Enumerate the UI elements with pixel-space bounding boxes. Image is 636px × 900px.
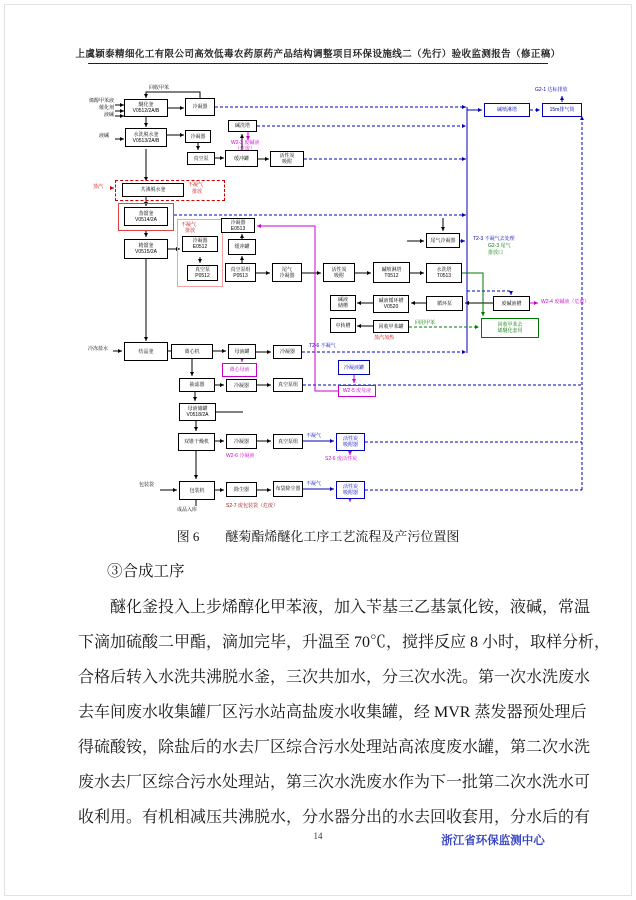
body-line: 醚化釜投入上步烯醇化甲苯液，加入苄基三乙基氯化铵，液碱，常温 xyxy=(110,599,591,616)
node-dust-remover: 除尘器 xyxy=(226,482,257,497)
section-heading: ③合成工序 xyxy=(107,563,185,580)
blue-note-ncg-treatment: T2-3 不凝气去处理 xyxy=(473,236,515,242)
body-paragraph xyxy=(78,590,611,835)
node-azeotrope-kettle: 共沸脱水釜 xyxy=(122,183,184,197)
figure-caption xyxy=(0,526,636,545)
body-line: 合格后转入水洗共沸脱水釜，三次共加水，分三次水洗。第一次水洗废水 xyxy=(78,669,591,686)
input-label-packing-bag: 包装袋 xyxy=(139,482,155,488)
node-water-wash-tower: 水洗塔 T0513 xyxy=(426,263,462,283)
page-number: 14 xyxy=(313,831,323,841)
node-buffer-tank-2: 缓冲罐 xyxy=(228,239,256,255)
node-condenser-4: 冷凝器 xyxy=(226,379,257,392)
node-carbon-adsorber-3: 活性炭 吸附器 xyxy=(336,433,365,451)
node-recovered-toluene-tank: 回收甲苯罐 xyxy=(373,320,409,333)
green-note-toluene-reuse: 回用甲苯 xyxy=(415,320,436,326)
header-rule xyxy=(88,63,548,64)
label-steam: 蒸汽 xyxy=(93,184,104,190)
node-tailgas-cooler: 尾气冷凝器 xyxy=(426,233,460,248)
node-alkali-storage: 碱液 储槽 xyxy=(330,295,356,311)
red-note-vent-2a: 不凝气 xyxy=(181,222,197,228)
magenta-note-spent-alkali-b: （危废） xyxy=(235,146,256,152)
node-vacuum-pump-set-2: 真空泵组 xyxy=(273,378,303,392)
node-carbon-adsorber-2: 活性炭 吸附 xyxy=(323,263,355,282)
label-recovered-toluene-return: 回收甲苯 xyxy=(149,85,170,91)
node-condenser-e0512: 冷凝器 E0512 xyxy=(182,236,218,252)
node-cone-dryer: 双锥干燥机 xyxy=(178,433,215,451)
body-line: 废水去厂区综合污水处理站，第三次水洗废水作为下一批第二次水洗水可 xyxy=(78,774,591,791)
node-condenser-2: 冷凝器 xyxy=(185,130,211,143)
node-rectification-kettle: 精馏釜 V0515/2A xyxy=(124,239,168,259)
body-line: 得硫酸铵，除盐后的水去厂区综合污水处理站高浓度废水罐，第二次水洗 xyxy=(78,739,591,756)
node-centrifuge: 离心机 xyxy=(171,344,213,359)
magenta-note-spent-alkali-2: W2-4 废碱液（危废） xyxy=(541,299,590,305)
magenta-note-condensate: W2-6 冷凝液 xyxy=(226,453,255,459)
node-transfer-tank: 中转槽 xyxy=(330,318,356,333)
input-label-enol-toluene: 烯醇甲苯液 xyxy=(88,98,114,104)
input-label-naoh: 液碱 xyxy=(99,133,110,139)
node-buffer-tank-1: 缓冲罐 xyxy=(225,150,258,167)
node-vacuum-pump-1: 真空泵 xyxy=(187,152,215,165)
node-condensate-tank: 冷凝液罐 xyxy=(338,360,370,375)
input-label-chilled-brine: 冷冻盐水 xyxy=(88,346,109,352)
magenta-note-spent-carbon: S2-6 废活性炭 xyxy=(325,456,357,462)
node-exhaust-stack: 15m排气筒 xyxy=(542,103,582,117)
node-centrifuge-mother-liquor: 离心母液 xyxy=(222,363,257,377)
node-mother-liquor-storage: 母液储罐 V0518/2A xyxy=(179,403,216,421)
node-vacuum-pump-p0512: 真空泵 P0512 xyxy=(187,265,218,281)
node-alkali-circulation-tank: 碱液循环槽 V0520 xyxy=(373,295,409,313)
node-mother-liquor-tank: 母液罐 xyxy=(228,344,256,359)
figure-caption-label: 图 6 xyxy=(176,529,200,544)
node-circulation-pump: 循环泵 xyxy=(426,296,463,311)
label-product-storage: 成品入库 xyxy=(177,507,198,513)
node-carbon-adsorber-1: 活性炭 吸附 xyxy=(270,151,304,167)
node-alkali-spray-treatment: 碱喷淋塔 xyxy=(484,103,530,117)
node-distillation-kettle: 蒸馏釜 V0514/2A xyxy=(124,207,168,226)
node-condenser-e0513: 冷凝器 E0513 xyxy=(221,218,255,233)
node-toluene-reuse: 回收甲苯去 烯醚化套用 xyxy=(481,318,539,338)
node-bag-filter: 布袋除尘器 xyxy=(273,481,303,497)
red-note-vent-1a: 不凝气 xyxy=(188,182,204,188)
node-crystallizer: 结晶釜 xyxy=(124,342,168,361)
body-line: 收利用。有机相减压共沸脱水，分水器分出的水去回收套用，分水后的有 xyxy=(78,809,591,826)
node-vacuum-pump-set-3: 真空泵组 xyxy=(273,434,303,449)
footer-organization: 浙江省环保监测中心 xyxy=(441,835,545,847)
node-vacuum-pump-set-p0513: 真空泵组 P0513 xyxy=(225,263,256,282)
node-suction-filter: 抽滤器 xyxy=(179,378,215,392)
page-header: 上虞颖泰精细化工有限公司高效低毒农药原药产品结构调整项目环保设施线二（先行）验收监测报告（修正稿） xyxy=(75,50,561,60)
blue-note-ncg-t26: T2-6 不凝气 xyxy=(309,343,336,349)
node-wash-dewater-kettle: 水洗脱水釜 V0513/2A/B xyxy=(125,128,167,147)
body-line: 下滴加硫酸二甲酯，滴加完毕，升温至 70℃，搅拌反应 8 小时，取样分析， xyxy=(78,634,611,651)
node-packing-machine: 包装机 xyxy=(179,481,215,500)
node-alkali-scrubber-small: 碱洗塔 xyxy=(228,120,257,132)
node-waste-mother-liquor: W2-5 废母液 xyxy=(338,385,376,397)
process-flow-diagram xyxy=(85,85,590,525)
node-alkali-spray-tower: 碱喷淋塔 T0512 xyxy=(373,262,410,283)
node-condenser-5: 冷凝器 xyxy=(226,434,257,449)
figure-caption-title: 醚菊酯烯醚化工序工艺流程及产污位置图 xyxy=(225,529,460,544)
green-note-outlet-b: 排放口 xyxy=(488,250,504,256)
node-condenser-1: 冷凝器 xyxy=(185,98,215,116)
red-note-vent-1b: 排放 xyxy=(192,189,203,195)
node-spent-alkali-tank: 废碱液槽 xyxy=(493,296,530,311)
node-condenser-3: 冷凝器 xyxy=(273,345,302,359)
darkred-note-waste-bags: S2-7 废包装袋（危废） xyxy=(226,503,278,509)
node-tailgas-condenser: 尾气 冷凝器 xyxy=(272,263,302,282)
blue-note-ncg-packing: 不凝气 xyxy=(306,481,322,487)
red-note-steam-heating: 蒸汽加热 xyxy=(374,335,395,341)
magenta-note-spent-alkali-a: W2-3 废碱液 xyxy=(231,140,260,146)
green-note-outlet-a: G2-3 尾气 xyxy=(488,243,511,249)
input-label-caustic: 液碱 xyxy=(103,112,114,118)
body-line: 去车间废水收集罐厂区污水站高盐废水收集罐，经 MVR 蒸发器预处理后 xyxy=(78,704,587,721)
node-carbon-adsorber-4: 活性炭 吸附器 xyxy=(336,481,365,499)
node-etherification-kettle: 醚化釜 V0512/2A/B xyxy=(124,99,168,117)
input-label-catalyst: 催化剂 xyxy=(98,105,114,111)
blue-note-ncg-dryer: 不凝气 xyxy=(306,433,322,439)
red-note-vent-2b: 排放 xyxy=(185,228,196,234)
blue-note-compliant-discharge: G2-1 达标排放 xyxy=(535,87,568,93)
